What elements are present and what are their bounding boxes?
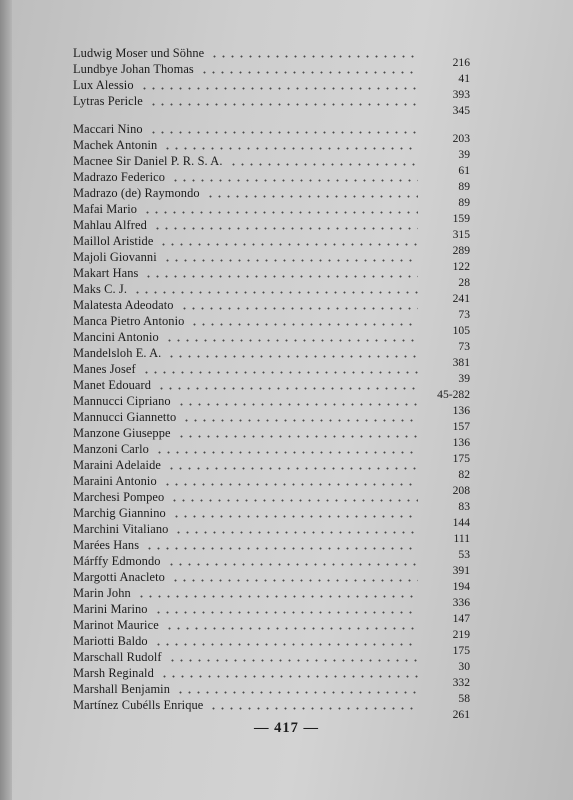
dot-leader	[165, 627, 418, 630]
index-entry-page: 73	[458, 340, 470, 353]
index-entry-name: Machek Antonin	[73, 138, 158, 152]
index-entry-name: Macnee Sir Daniel P. R. S. A.	[73, 154, 223, 168]
index-entry-name: Marini Marino	[73, 602, 148, 616]
dot-leader	[200, 71, 418, 74]
dot-leader	[133, 291, 418, 294]
index-entry-page: 393	[452, 88, 470, 101]
index-entry-page: 61	[458, 164, 470, 177]
dot-leader	[209, 707, 418, 710]
dot-leader	[163, 483, 418, 486]
index-entry-page: 136	[452, 436, 470, 449]
page-folio: — 417 —	[254, 720, 319, 736]
index-entry-page: 28	[458, 276, 470, 289]
index-entry-name: Maccari Nino	[73, 122, 143, 136]
index-entry-page: 241	[452, 292, 470, 305]
dot-leader	[143, 211, 418, 214]
index-entry-name: Marsh Reginald	[73, 666, 154, 680]
dot-leader	[170, 499, 418, 502]
dot-leader	[153, 227, 418, 230]
index-entry-name: Mannucci Cipriano	[73, 394, 171, 408]
index-entry-page: 219	[452, 628, 470, 641]
dot-leader	[180, 307, 418, 310]
index-entry-page: 208	[452, 484, 470, 497]
index-entry-name: Malatesta Adeodato	[73, 298, 174, 312]
dot-leader	[168, 659, 418, 662]
index-entry-name: Mariotti Baldo	[73, 634, 148, 648]
dot-leader	[163, 259, 418, 262]
index-entry-page: 216	[452, 56, 470, 69]
dot-leader	[167, 355, 418, 358]
index-entry-page: 336	[452, 596, 470, 609]
index-entry-page: 45-282	[437, 388, 470, 401]
dot-leader	[142, 371, 418, 374]
dot-leader	[154, 611, 418, 614]
index-entry-page: 39	[458, 372, 470, 385]
index-entry-name: Marin John	[73, 586, 131, 600]
index-entry-page: 289	[452, 244, 470, 257]
dot-leader	[171, 179, 418, 182]
dot-leader	[137, 595, 418, 598]
index-entry-page: 122	[452, 260, 470, 273]
index-entry-name: Maillol Aristide	[73, 234, 154, 248]
index-entry-name: Manzoni Carlo	[73, 442, 149, 456]
index-entry-name: Mancini Antonio	[73, 330, 159, 344]
index-entry-page: 261	[452, 708, 470, 721]
index-entry-name: Manes Josef	[73, 362, 136, 376]
index-entry-page: 144	[452, 516, 470, 529]
dot-leader	[144, 275, 418, 278]
index-entry-name: Marshall Benjamin	[73, 682, 171, 696]
dot-leader	[171, 579, 418, 582]
dot-leader	[160, 675, 418, 678]
index-entry-page: 175	[452, 452, 470, 465]
index-entry-name: Manet Edouard	[73, 378, 152, 392]
dot-leader	[206, 195, 418, 198]
index-entry-page: 39	[458, 148, 470, 161]
index-entry-name: Mafai Mario	[73, 202, 138, 216]
index-entry-name: Maraini Adelaide	[73, 458, 161, 472]
index-entry-name: Márffy Edmondo	[73, 554, 161, 568]
dot-leader	[182, 419, 418, 422]
index-entry-name: Mandelsloh E. A.	[73, 346, 162, 360]
index-entry-page: 58	[458, 692, 470, 705]
dot-leader	[190, 323, 418, 326]
index-entry-name: Mahlau Alfred	[73, 218, 147, 232]
index-entry-page: 105	[452, 324, 470, 337]
index-entry-page: 30	[458, 660, 470, 673]
index-entry-name: Ludwig Moser und Söhne	[73, 46, 205, 60]
dot-leader	[177, 435, 418, 438]
index-entry-page: 203	[452, 132, 470, 145]
dot-leader	[172, 515, 418, 518]
dot-leader	[167, 563, 418, 566]
index-entry-page: 89	[458, 196, 470, 209]
index-entry-name: Madrazo Federico	[73, 170, 166, 184]
dot-leader	[155, 451, 418, 454]
index-entry-name: Manca Pietro Antonio	[73, 314, 185, 328]
index-entry-name: Lundbye Johan Thomas	[73, 62, 194, 76]
dot-leader	[149, 103, 418, 106]
index-entry-name: Marchini Vitaliano	[73, 522, 169, 536]
index-entry-page: 147	[452, 612, 470, 625]
index-entry-page: 315	[452, 228, 470, 241]
index-entry-page: 381	[452, 356, 470, 369]
index-entry-name: Marchesi Pompeo	[73, 490, 165, 504]
dot-leader	[157, 387, 418, 390]
book-spine-shadow	[0, 0, 12, 800]
index-entry-page: 345	[452, 104, 470, 117]
index-entry-name: Margotti Anacleto	[73, 570, 165, 584]
index-entry-name: Marées Hans	[73, 538, 140, 552]
index-entry-page: 159	[452, 212, 470, 225]
dot-leader	[154, 643, 418, 646]
index-entry-name: Marchig Giannino	[73, 506, 166, 520]
index-entry-name: Maraini Antonio	[73, 474, 157, 488]
dot-leader	[149, 131, 418, 134]
index-entry-page: 111	[453, 532, 470, 545]
index-entry-name: Madrazo (de) Raymondo	[73, 186, 200, 200]
index-entry-name: Manzone Giuseppe	[73, 426, 171, 440]
index-entry-page: 136	[452, 404, 470, 417]
dot-leader	[165, 339, 418, 342]
dot-leader	[145, 547, 418, 550]
index-entry-name: Maks C. J.	[73, 282, 128, 296]
index-entry-name: Marschall Rudolf	[73, 650, 162, 664]
index-entry-page: 83	[458, 500, 470, 513]
index-entry-name: Lux Alessio	[73, 78, 134, 92]
index-entry-page: 391	[452, 564, 470, 577]
index-entry-name: Majoli Giovanni	[73, 250, 157, 264]
index-entry-name: Lytras Pericle	[73, 94, 143, 108]
dot-leader	[163, 147, 418, 150]
dot-leader	[174, 531, 418, 534]
dot-leader	[140, 87, 418, 90]
index-entry-name: Mannucci Giannetto	[73, 410, 177, 424]
index-entry-name: Makart Hans	[73, 266, 139, 280]
dot-leader	[159, 243, 418, 246]
index-entry-name: Marinot Maurice	[73, 618, 159, 632]
index-entry-page: 194	[452, 580, 470, 593]
dot-leader	[167, 467, 418, 470]
dot-leader	[229, 163, 418, 166]
index-entry-name: Martínez Cubélls Enrique	[73, 698, 204, 712]
dot-leader	[210, 55, 418, 58]
index-entry-page: 89	[458, 180, 470, 193]
index-entry-page: 53	[458, 548, 470, 561]
index-entry-page: 41	[458, 72, 470, 85]
dot-leader	[177, 403, 418, 406]
index-entry-page: 157	[452, 420, 470, 433]
index-entry-page: 175	[452, 644, 470, 657]
index-entry-page: 73	[458, 308, 470, 321]
index-entry-page: 82	[458, 468, 470, 481]
index-entry-page: 332	[452, 676, 470, 689]
dot-leader	[176, 691, 418, 694]
